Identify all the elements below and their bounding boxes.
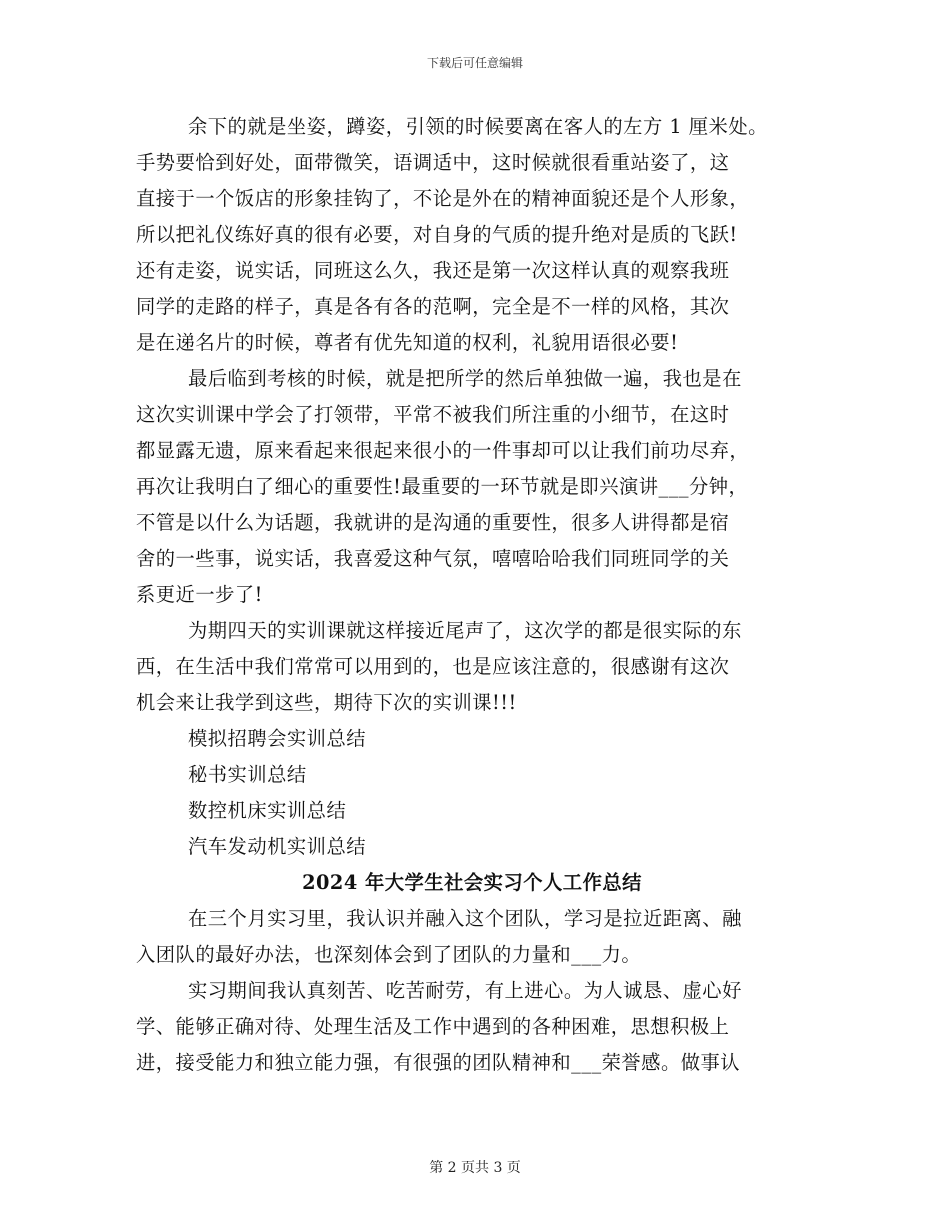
paragraph-line: 在三个月实习里，我认识并融入这个团队，学习是拉近距离、融 [188, 907, 742, 930]
paragraph-line: 不管是以什么为话题，我就讲的是沟通的重要性，很多人讲得都是宿 [136, 511, 730, 534]
paragraph-line: 还有走姿，说实话，同班这么久，我还是第一次这样认真的观察我班 [136, 259, 730, 282]
paragraph-line: 余下的就是坐姿，蹲姿，引领的时候要离在客人的左方 1 厘米处。 [188, 115, 768, 138]
paragraph-line: 手势要恰到好处，面带微笑，语调适中，这时候就很看重站姿了，这 [136, 151, 730, 174]
paragraph-line: 西，在生活中我们常常可以用到的，也是应该注意的，很感谢有这次 [136, 655, 730, 678]
paragraph-line: 最后临到考核的时候，就是把所学的然后单独做一遍，我也是在 [188, 367, 742, 390]
page-header: 下载后可任意编辑 [426, 56, 523, 70]
page-footer: 第 2 页共 3 页 [429, 1160, 521, 1176]
document-body [136, 109, 808, 1081]
paragraph-line: 直接于一个饭店的形象挂钩了，不论是外在的精神面貌还是个人形象， [136, 187, 750, 210]
paragraph-line: 学、能够正确对待、处理生活及工作中遇到的各种困难，思想积极上 [136, 1015, 730, 1038]
related-title: 数控机床实训总结 [188, 799, 347, 822]
paragraph-line: 舍的一些事，说实话，我喜爱这种气氛，嘻嘻哈哈我们同班同学的关 [136, 547, 730, 570]
related-title: 模拟招聘会实训总结 [188, 727, 367, 750]
paragraph-line: 同学的走路的样子，真是各有各的范啊，完全是不一样的风格，其次 [136, 295, 730, 318]
paragraph-line: 入团队的最好办法，也深刻体会到了团队的力量和___力。 [136, 943, 642, 966]
paragraph-line: 实习期间我认真刻苦、吃苦耐劳，有上进心。为人诚恳、虚心好 [188, 979, 742, 1002]
related-title: 汽车发动机实训总结 [188, 835, 367, 858]
paragraph-line: 都显露无遗，原来看起来很起来很小的一件事却可以让我们前功尽弃， [136, 439, 750, 462]
related-title: 秘书实训总结 [188, 763, 307, 786]
paragraph-line: 进，接受能力和独立能力强，有很强的团队精神和___荣誉感。做事认 [136, 1051, 741, 1074]
paragraph-line: 所以把礼仪练好真的很有必要，对自身的气质的提升绝对是质的飞跃! [136, 223, 738, 246]
paragraph-line: 再次让我明白了细心的重要性!最重要的一环节就是即兴演讲___分钟， [136, 475, 749, 498]
paragraph-line: 这次实训课中学会了打领带，平常不被我们所注重的小细节，在这时 [136, 403, 730, 426]
paragraph-line: 机会来让我学到这些，期待下次的实训课!!! [136, 691, 517, 714]
paragraph-line: 系更近一步了! [136, 583, 263, 606]
section-title: 2024 年大学生社会实习个人工作总结 [302, 871, 642, 894]
paragraph-line: 为期四天的实训课就这样接近尾声了，这次学的都是很实际的东 [188, 619, 742, 642]
paragraph-line: 是在递名片的时候，尊者有优先知道的权利，礼貌用语很必要! [136, 331, 679, 354]
